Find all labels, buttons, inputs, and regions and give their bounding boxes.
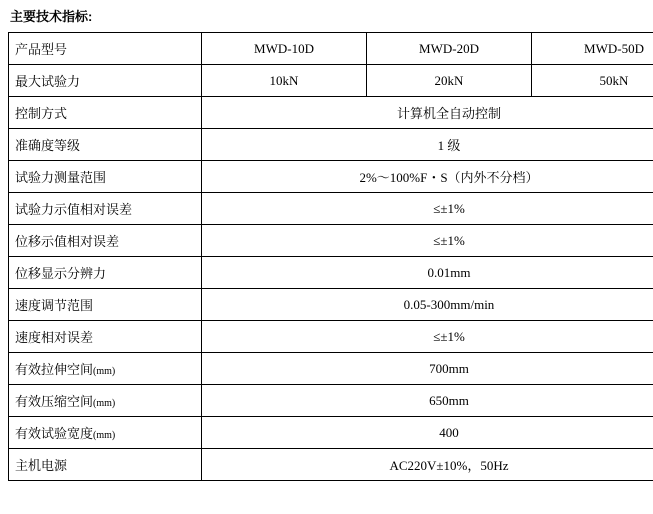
row-label: 试验力示值相对误差 (9, 193, 202, 225)
row-label: 准确度等级 (9, 129, 202, 161)
row-label (9, 417, 202, 449)
row-label-text: 有效压缩空间 (15, 394, 94, 409)
row-label: 产品型号 (9, 33, 202, 65)
table-row (9, 33, 653, 65)
table-row (9, 129, 653, 161)
table-row (9, 193, 653, 225)
row-value: ≤±1% (202, 193, 653, 225)
row-label: 主机电源 (9, 449, 202, 481)
row-label: 试验力测量范围 (9, 161, 202, 193)
row-label-unit: (mm) (93, 398, 116, 409)
row-value: 0.01mm (202, 257, 653, 289)
page-title: 主要技术指标: (10, 9, 93, 24)
row-value: 650mm (202, 385, 653, 417)
row-label (9, 385, 202, 417)
row-value: 0.05-300mm/min (202, 289, 653, 321)
row-label (9, 353, 202, 385)
row-value: 10kN (202, 65, 367, 97)
row-value: 2%～100%F・S（内外不分档） (202, 161, 653, 193)
row-label: 位移显示分辨力 (9, 257, 202, 289)
table-row (9, 257, 653, 289)
row-value: 50kN (532, 65, 653, 97)
row-value: 700mm (202, 353, 653, 385)
row-label-unit: (mm) (93, 430, 116, 441)
table-row (9, 161, 653, 193)
row-value: MWD-20D (367, 33, 532, 65)
row-label: 速度调节范围 (9, 289, 202, 321)
table-row (9, 353, 653, 385)
table-row (9, 449, 653, 481)
table-row (9, 321, 653, 353)
row-value: ≤±1% (202, 225, 653, 257)
table-row (9, 417, 653, 449)
row-label: 速度相对误差 (9, 321, 202, 353)
row-label-text: 有效拉伸空间 (15, 362, 94, 377)
row-value: ≤±1% (202, 321, 653, 353)
row-label: 最大试验力 (9, 65, 202, 97)
table-row (9, 385, 653, 417)
table-row (9, 289, 653, 321)
row-label-text: 有效试验宽度 (15, 426, 94, 441)
row-value: 20kN (367, 65, 532, 97)
row-label-unit: (mm) (93, 366, 116, 377)
table-row (9, 65, 653, 97)
row-value: MWD-50D (532, 33, 653, 65)
row-value: 400 (202, 417, 653, 449)
row-value: 计算机全自动控制 (202, 97, 653, 129)
row-value: AC220V±10%，50Hz (202, 449, 653, 481)
row-label: 控制方式 (9, 97, 202, 129)
specifications-table (8, 32, 653, 481)
row-label: 位移示值相对误差 (9, 225, 202, 257)
table-row (9, 225, 653, 257)
row-value: MWD-10D (202, 33, 367, 65)
row-value: 1 级 (202, 129, 653, 161)
table-row (9, 97, 653, 129)
